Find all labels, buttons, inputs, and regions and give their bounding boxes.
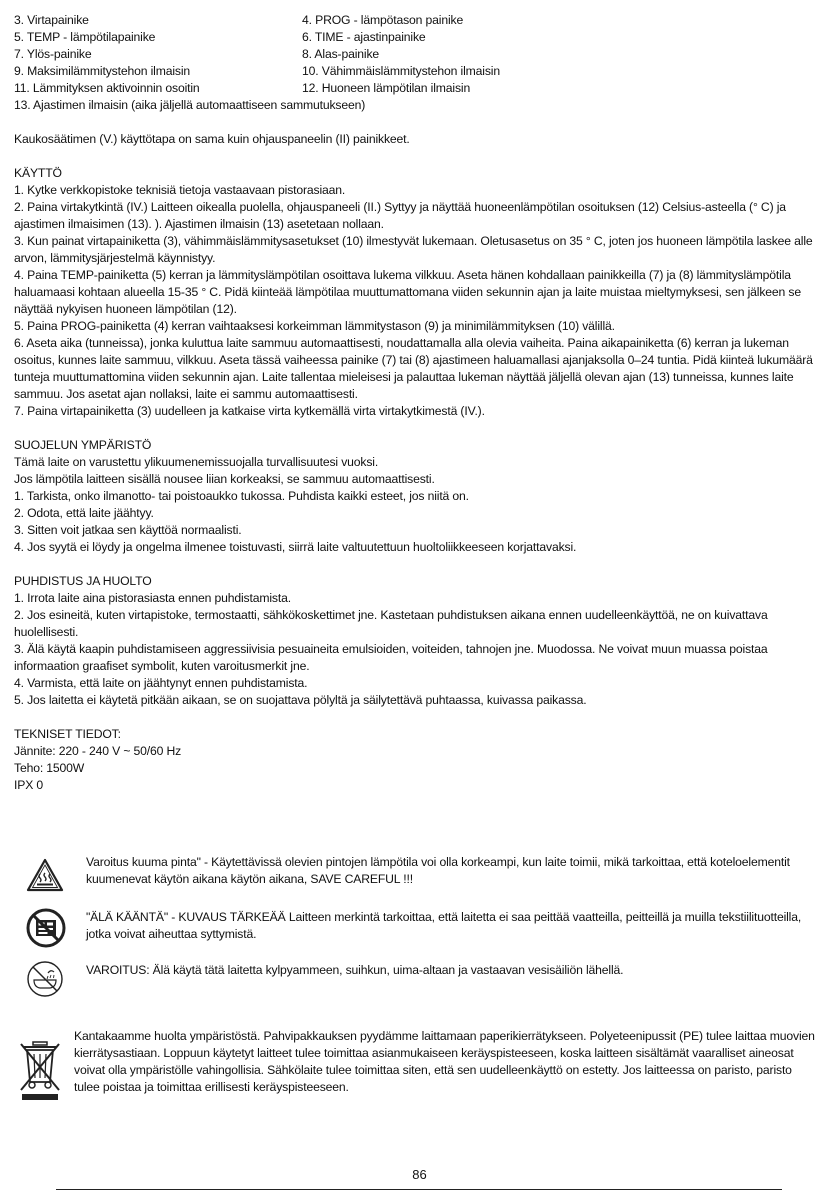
usage-heading: KÄYTTÖ [14, 166, 62, 180]
remote-note: Kaukosäätimen (V.) käyttötapa on sama kuin ohjauspaneelin (II) painikkeet. [14, 132, 410, 146]
protection-line: Jos lämpötila laitteen sisällä nousee liian korkeaksi, se sammuu automaattisesti. [14, 472, 435, 486]
page-number: 86 [412, 1167, 427, 1182]
legend-item: 3. Virtapainike [14, 13, 89, 27]
legend-item: 13. Ajastimen ilmaisin (aika jäljellä automaattiseen sammutukseen) [14, 98, 366, 112]
usage-step: 3. Kun painat virtapainiketta (3), vähimmäislämmitysasetukset (10) ilmestyvät lukemaan. Oletusasetus on 35 ° C, joten jos huoneen lämpötila laskee alle arvon, lämmitysjärjestelmä käynnistyy. [14, 234, 813, 265]
cleaning-step: 4. Varmista, että laite on jäähtynyt ennen puhdistamista. [14, 676, 308, 690]
usage-step: 1. Kytke verkkopistoke teknisiä tietoja vastaavaan pistorasiaan. [14, 183, 346, 197]
no-bath-icon [26, 960, 64, 1003]
legend-item: 9. Maksimilämmitystehon ilmaisin [14, 64, 191, 78]
legend-item: 7. Ylös-painike [14, 47, 92, 61]
usage-step: 2. Paina virtakytkintä (IV.) Laitteen oikealla puolella, ohjauspaneeli (II.) Syttyy ja näyttää huoneenlämpötilan osoituksen (12) Celsius-asteella (° C) ja ajastimen ilmaisimen (13). ). Ajastimen ilmaisin (13) asetetaan nollaan. [14, 200, 786, 231]
spec-line: Jännite: 220 - 240 V ~ 50/60 Hz [14, 744, 182, 758]
legend-item: 8. Alas-painike [302, 47, 380, 61]
spec-line: Teho: 1500W [14, 761, 85, 775]
protection-line: Tämä laite on varustettu ylikuumenemissuojalla turvallisuutesi vuoksi. [14, 455, 379, 469]
protection-line: 4. Jos syytä ei löydy ja ongelma ilmenee toistuvasti, siirrä laite valtuutettuun huoltoliikkeeseen korjattavaksi. [14, 540, 577, 554]
cleaning-step: 2. Jos esineitä, kuten virtapistoke, termostaatti, sähkökoskettimet jne. Kastetaan puhdistuksen aikana ennen uudelleenkäyttöä, ne on kuivattava huolellisesti. [14, 608, 768, 639]
legend-item: 6. TIME - ajastinpainike [302, 30, 426, 44]
protection-line: 1. Tarkista, onko ilmanotto- tai poistoaukko tukossa. Puhdista kaikki esteet, jos niitä on. [14, 489, 469, 503]
weee-bin-icon [18, 1040, 62, 1107]
do-not-cover-icon [26, 908, 66, 953]
document-body [14, 12, 826, 794]
cleaning-step: 1. Irrota laite aina pistorasiasta ennen puhdistamista. [14, 591, 291, 605]
cleaning-heading: PUHDISTUS JA HUOLTO [14, 574, 152, 588]
do-not-cover-warning: "ÄLÄ KÄÄNTÄ" - KUVAUS TÄRKEÄÄ Laitteen merkintä tarkoittaa, että laitetta ei saa peittää vaatteilla, peitteillä ja muilla tekstiilituotteilla, jotka voivat aiheuttaa syttymistä. [86, 910, 802, 941]
protection-heading: SUOJELUN YMPÄRISTÖ [14, 438, 152, 452]
parts-legend [14, 12, 826, 97]
weee-recycling-text: Kantakaamme huolta ympäristöstä. Pahvipakkauksen pyydämme laittamaan paperikierrätykseen. Polyeteenipussit (PE) tulee laittaa muovien kierrätysastiaan. Loppuun käytetyt laitteet tulee toimittaa asianmukaiseen keräyspisteeseen, koska laitteen sisältämät vaaralliset aineosat voivat olla ympäristölle vahingollisia. Sähkölaite tulee toimittaa siten, että sen uudelleenkäyttö on estetty. Jos laitteessa on paristo, paristo tulee poistaa ja toimittaa erillisesti keräyspisteeseen. [74, 1029, 815, 1094]
legend-item: 4. PROG - lämpötason painike [302, 13, 464, 27]
legend-item: 10. Vähimmäislämmitystehon ilmaisin [302, 64, 500, 78]
legend-item: 11. Lämmityksen aktivoinnin osoitin [14, 81, 200, 95]
cleaning-step: 3. Älä käytä kaapin puhdistamiseen aggressiivisia pesuaineita emulsioiden, voiteiden, tahnojen jne. Muodossa. Ne voivat muun muassa poistaa informaation graafiset symbolit, kuten varoitusmerkit jne. [14, 642, 768, 673]
cleaning-step: 5. Jos laitetta ei käytetä pitkään aikaan, se on suojattava pölyltä ja säilytettävä puhtaassa, kuivassa paikassa. [14, 693, 587, 707]
usage-step: 4. Paina TEMP-painiketta (5) kerran ja lämmityslämpötilan osoittava lukema vilkkuu. Aseta hänen kohdallaan painikkeilla (7) ja (8) lämmityslämpötila haluamaasi kohtaan alueella 15-35 ° C. Pidä kiinteää lämpötilaa muuttumattomana viiden sekunnin ajan ja laite muistaa mieltymyksesi, sen jälkeen se näyttää nykyisen huoneen lämpötilan (12). [14, 268, 801, 316]
legend-item: 5. TEMP - lämpötilapainike [14, 30, 156, 44]
protection-line: 2. Odota, että laite jäähtyy. [14, 506, 154, 520]
usage-step: 6. Aseta aika (tunneissa), jonka kuluttua laite sammuu automaattisesti, noudattamalla alla olevia vaiheita. Paina aikapainiketta (6) kerran ja lukeman osoitus, kunnes laite sammuu, vilkkuu. Aseta tässä vaiheessa painike (7) tai (8) ajastimeen haluamallasi ajanjaksolla 0–24 tuntia. Pidä kiinteä lukumäärä tunteja muuttumattomina viiden sekunnin ajan. Laite tallentaa mieleisesi ja palauttaa lukeman näyttää jäljellä olevan ajan (13) tunneissa, kunnes laite sammuu. Jos asetat ajan nollaksi, laite ei sammu automaattisesti. [14, 336, 813, 401]
legend-item: 12. Huoneen lämpötilan ilmaisin [302, 81, 471, 95]
hot-surface-warning: Varoitus kuuma pinta" - Käytettävissä olevien pintojen lämpötila voi olla korkeampi, kun laite toimii, mikä tarkoittaa, että koteloelementit kuumenevat käytön aikana käytön aikana, SAVE CAREFUL !!! [86, 855, 790, 886]
footer-divider [56, 1189, 782, 1190]
no-bathroom-warning: VAROITUS: Älä käytä tätä laitetta kylpyammeen, suihkun, uima-altaan ja vastaavan vesisäiliön lähellä. [86, 963, 624, 977]
specs-heading: TEKNISET TIEDOT: [14, 727, 121, 741]
protection-line: 3. Sitten voit jatkaa sen käyttöä normaalisti. [14, 523, 242, 537]
usage-step: 7. Paina virtapainiketta (3) uudelleen ja katkaise virta kytkemällä virta virtakytkimestä (IV.). [14, 404, 485, 418]
spec-line: IPX 0 [14, 778, 44, 792]
usage-step: 5. Paina PROG-painiketta (4) kerran vaihtaaksesi korkeimman lämmitystason (9) ja minimilämmityksen (10) välillä. [14, 319, 615, 333]
hot-surface-icon [26, 858, 64, 897]
